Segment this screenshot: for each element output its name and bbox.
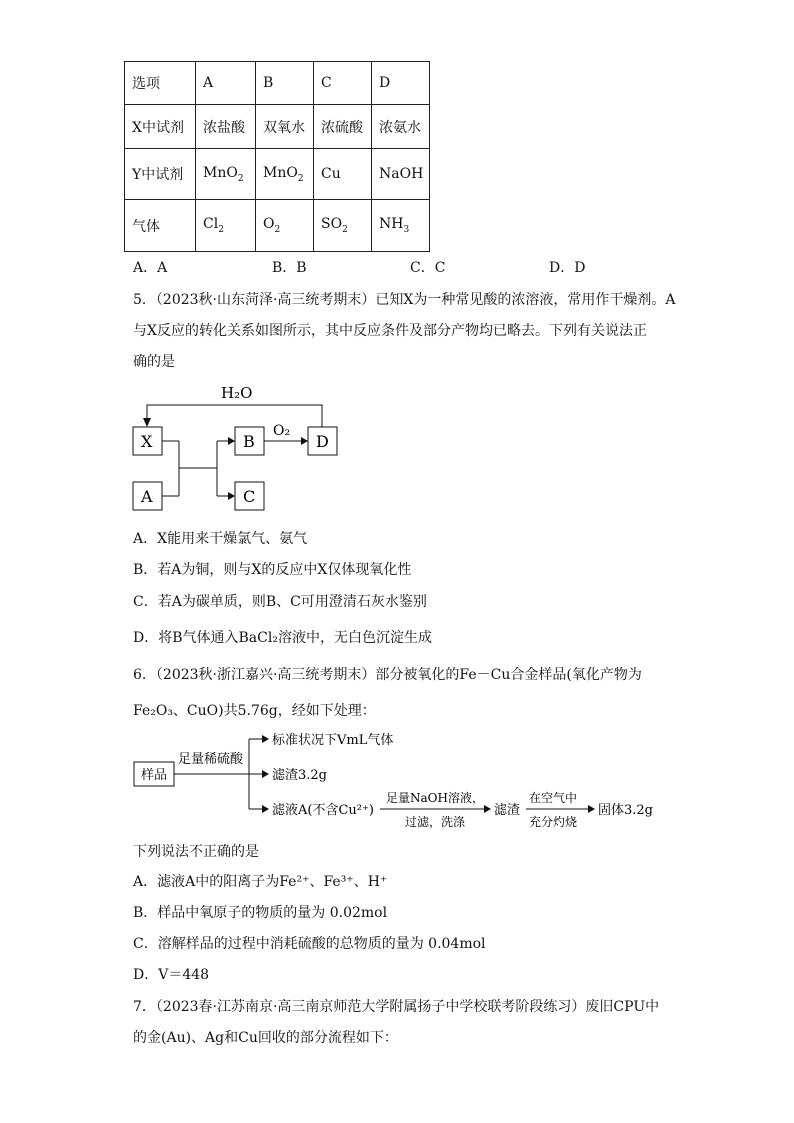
table-cell: Y中试剂 xyxy=(125,149,196,200)
sample-label: 样品 xyxy=(141,768,168,783)
q5-stem-line3: 确的是 xyxy=(133,354,175,370)
box-b-label: B xyxy=(243,432,255,451)
q4-choice-b: B．B xyxy=(272,260,307,276)
table-cell: C xyxy=(314,62,372,105)
table-cell: 浓氨水 xyxy=(372,105,430,149)
filtrate-output: 滤液A(不含Cu²⁺) xyxy=(272,803,374,818)
q5-stem-line1: 5．（2023秋·山东菏泽·高三统考期末）已知X为一种常见酸的浓溶液，常用作干燥剂。A xyxy=(133,292,676,308)
burn-label: 充分灼烧 xyxy=(529,815,578,829)
table-cell: A xyxy=(196,62,256,105)
q5-option-c: C．若A为碳单质，则B、C可用澄清石灰水鉴别 xyxy=(133,594,427,610)
q6-stem-line1: 6．（2023秋·浙江嘉兴·高三统考期末）部分被氧化的Fe－Cu合金样品(氧化产物为 xyxy=(133,667,642,683)
q6-flowchart xyxy=(130,725,670,833)
table-cell: X中试剂 xyxy=(125,105,196,149)
arrowhead xyxy=(588,805,595,813)
naoh-label: 足量NaOH溶液， xyxy=(386,791,484,805)
box-x-label: X xyxy=(141,432,153,451)
acid-label: 足量稀硫酸 xyxy=(178,752,244,767)
table-row xyxy=(125,105,430,149)
table-header-row xyxy=(125,62,430,105)
arrowhead xyxy=(262,735,269,743)
table-cell: D xyxy=(372,62,430,105)
q5-option-a: A．X能用来干燥氯气、氨气 xyxy=(133,531,308,547)
q7-stem-line2: 的金(Au)、Ag和Cu回收的部分流程如下： xyxy=(133,1030,398,1046)
box-c-label: C xyxy=(243,487,256,506)
table-cell: NaOH xyxy=(372,149,430,200)
h2o-label: H₂O xyxy=(221,384,253,402)
q6-option-a: A．滤液A中的阳离子为Fe²⁺、Fe³⁺、H⁺ xyxy=(133,874,388,890)
arrowhead xyxy=(484,805,491,813)
q5-stem-line2: 与X反应的转化关系如图所示，其中反应条件及部分产物均已略去。下列有关说法正 xyxy=(133,323,647,339)
table-cell: 浓硫酸 xyxy=(314,105,372,149)
q4-choice-d: D．D xyxy=(549,260,586,276)
o2-label: O₂ xyxy=(273,423,291,439)
arrowhead xyxy=(228,492,235,500)
table-cell: 浓盐酸 xyxy=(196,105,256,149)
q4-choice-c: C．C xyxy=(410,260,446,276)
table-cell: $SO_2$ xyxy=(314,200,372,252)
q5-diagram xyxy=(125,378,365,513)
q6-option-c: C．溶解样品的过程中消耗硫酸的总物质的量为 0.04mol xyxy=(133,936,486,952)
table-row xyxy=(125,149,430,200)
table-cell: $O_2$ xyxy=(256,200,314,252)
q7-stem-line1: 7．（2023春·江苏南京·高三南京师范大学附属扬子中学校联考阶段练习）废旧CPU中 xyxy=(133,999,660,1015)
table-row xyxy=(125,200,430,252)
table-cell: 气体 xyxy=(125,200,196,252)
residue-output: 滤渣3.2g xyxy=(272,768,327,783)
table-cell: MnO$_2$ xyxy=(196,149,256,200)
table-cell: 选项 xyxy=(125,62,196,105)
q6-stem-line2: Fe₂O₃、CuO)共5.76g，经如下处理： xyxy=(133,703,376,719)
solid-label: 固体3.2g xyxy=(598,803,653,818)
filter-label: 过滤，洗涤 xyxy=(405,815,466,829)
arrowhead xyxy=(262,805,269,813)
air-label: 在空气中 xyxy=(529,791,578,805)
q4-choice-a: A．A xyxy=(133,260,168,276)
box-d-label: D xyxy=(316,432,329,451)
arrowhead xyxy=(262,770,269,778)
table-cell: $NH_3$ xyxy=(372,200,430,252)
box-a-label: A xyxy=(141,487,153,506)
table-cell: 双氧水 xyxy=(256,105,314,149)
q5-option-d: D．将B气体通入BaCl₂溶液中，无白色沉淀生成 xyxy=(133,630,432,646)
q6-prompt: 下列说法不正确的是 xyxy=(133,844,259,860)
arrowhead xyxy=(143,418,151,427)
table-cell: $Cl_2$ xyxy=(196,200,256,252)
q6-option-b: B．样品中氧原子的物质的量为 0.02mol xyxy=(133,905,388,921)
q5-option-b: B．若A为铜，则与X的反应中X仅体现氧化性 xyxy=(133,562,412,578)
table-cell: MnO$_2$ xyxy=(256,149,314,200)
q6-option-d: D．V＝448 xyxy=(133,967,210,983)
options-table xyxy=(124,61,430,252)
residue2-label: 滤渣 xyxy=(494,803,521,818)
table-cell: B xyxy=(256,62,314,105)
arrowhead xyxy=(228,437,235,445)
table-cell: Cu xyxy=(314,149,372,200)
gas-output: 标准状况下VmL气体 xyxy=(272,733,394,748)
arrowhead xyxy=(301,437,308,445)
feedback-line xyxy=(147,405,322,427)
